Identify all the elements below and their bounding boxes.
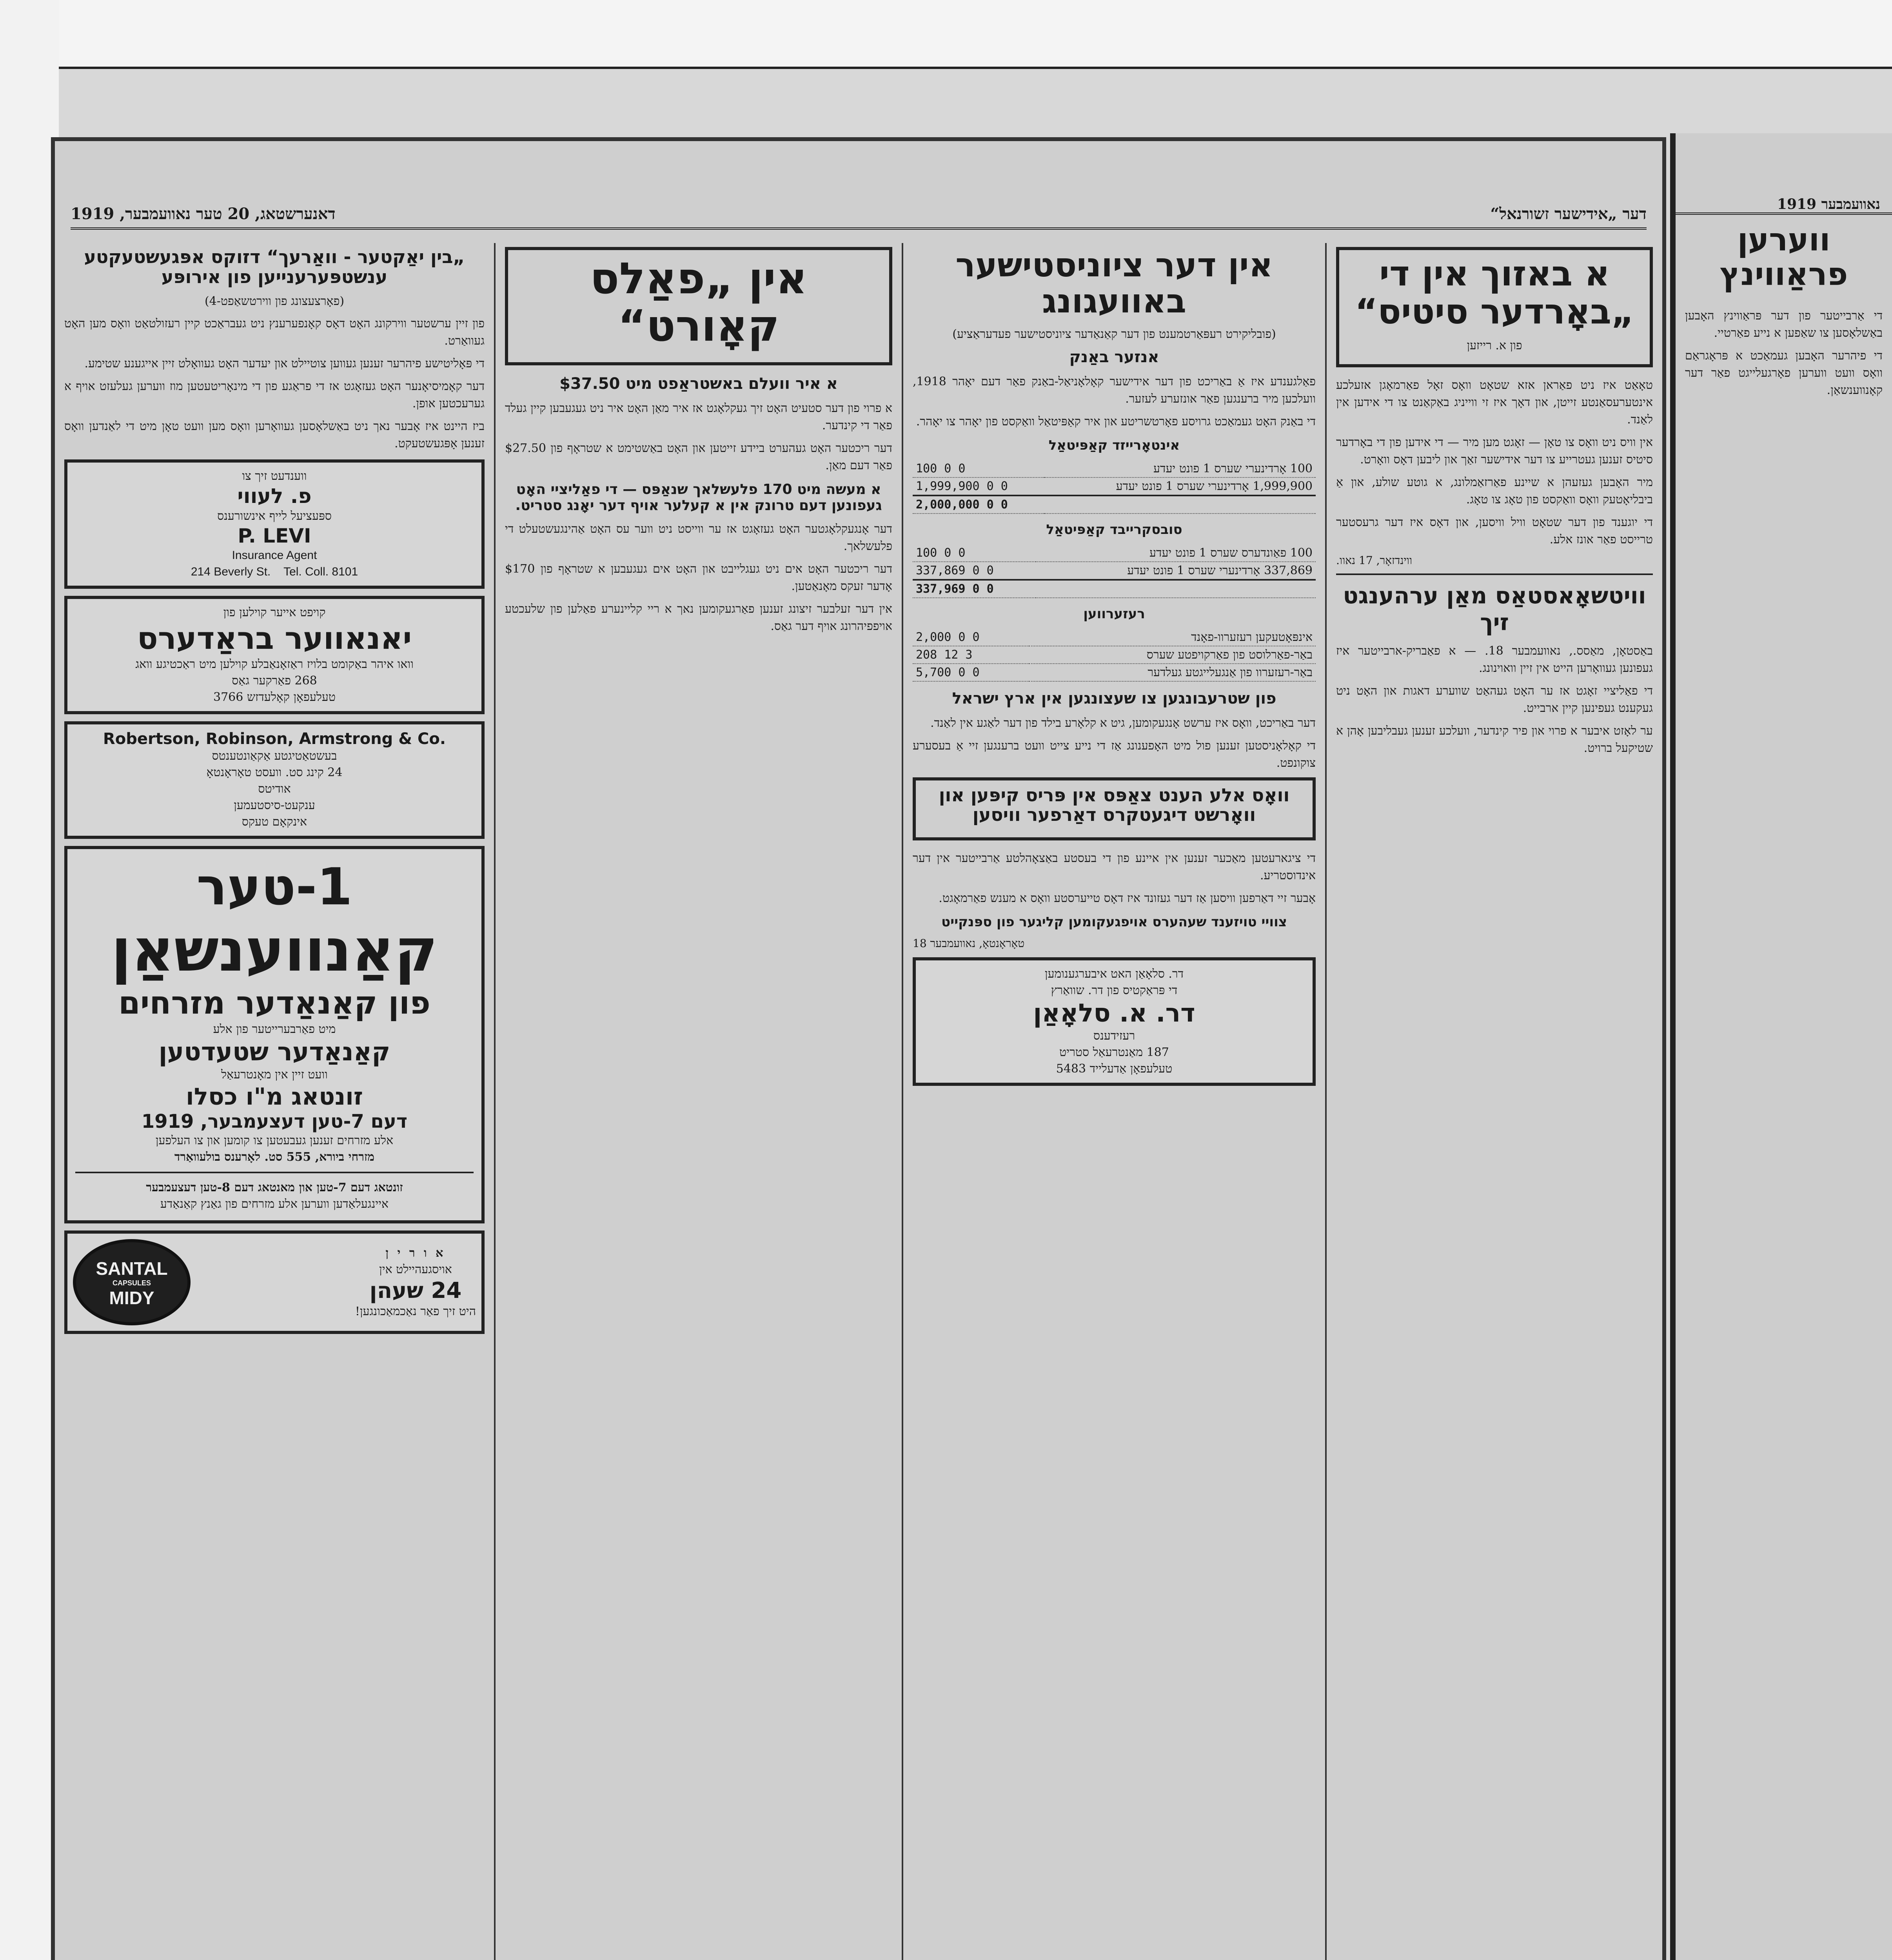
ad-line: רעזידענס (1093, 1029, 1135, 1043)
article-headline: אין דער ציוניסטישער באוועגונג (955, 246, 1273, 321)
row-value: 208 12 3 (913, 646, 1029, 664)
ad-phone: טעלעפאָן קאָלעדזש 3766 (213, 690, 336, 704)
ad-line: 24 קינג סט. וועסט טאָראָנטאָ (206, 766, 343, 780)
article-byline: (פובליקירט רעפּאַרטמענט פון דער קאַנאַדער ציוניסטישער פעדעראַציע) (952, 327, 1276, 341)
table-row (913, 646, 1316, 664)
firm-name: Robertson, Robinson, Armstrong & Co. (103, 730, 446, 748)
table-title: אינטאָרייזד קאַפּיטאַל (1048, 437, 1180, 453)
ad-line: היט זיך פאַר נאַכמאַכונגען! (355, 1304, 476, 1318)
santal-ad (64, 1230, 485, 1334)
ad-line: אלע מזרחים זענען געבעטען צו קומען און צו העלפען (155, 1134, 394, 1148)
row-label: 100 אָרדינערי שערס 1 פונט יעדע (1044, 460, 1316, 477)
table-row (913, 544, 1316, 562)
adjacent-page (1670, 133, 1892, 1960)
article-byline: פון א. רייזען (1467, 338, 1522, 352)
row-value: 1,999,900 0 0 (913, 477, 1044, 495)
paper-name: דער „אידישער זשורנאל“ (1490, 204, 1647, 223)
paragraph: מיר האָבען געזעהן א שיינע פאַרזאַמלונג, א גוטע שולע, און אַ ביבליאָטעק וואָס וואַקסט פון טאָג צו טאָג. (1336, 475, 1653, 506)
ad-line: בעשטאַטיגטע אַקאַונטענטס (212, 749, 337, 763)
ad-phone: טעלעפאָן אַדעלייד 5483 (1056, 1062, 1173, 1076)
coal-company-name: יאנאווער בראַדערס (137, 621, 412, 657)
paragraph: דער אָנגעקלאָגטער האָט געזאָגט אז ער ווייסט ניט ווער עס האָט אַהינגעשטעלט די פלעשלאך. (505, 522, 892, 553)
ad-address: מזרחי ביורא, 555 סט. לאָרענס בולעוואַרד (174, 1150, 375, 1164)
paragraph: די באַנק האָט געמאַכט גרויסע פאָרטשריטע און איר קאַפּיטאַל וואַקסט פון יאָהר צו יאָהר. (916, 414, 1316, 428)
dateline: ווינדזאָר, 17 נאוו. (1336, 554, 1413, 567)
ad-line: די פּראַקטיס פון דר. שוואַרץ (1051, 983, 1178, 997)
agent-contact (73, 564, 476, 580)
ad-line: א ו ר י ן (385, 1246, 446, 1260)
feature-box (913, 777, 1316, 840)
capital-table (913, 460, 1316, 514)
convention-number: 1-טער (196, 857, 352, 917)
paragraph: אין וויס ניט וואָס צו טאָן — זאָגט מען מיר — די אידען פון די באָרדער סיטיס זענען געטרייע צו דער אידישער זאַך און ליבען דאָס וואָרט. (1336, 435, 1653, 466)
ad-line: קאַנאַדער שטעדטען (158, 1038, 390, 1067)
table-row (913, 562, 1316, 580)
ad-line: קויפט אייער קוילען פון (223, 606, 326, 620)
section-heading: א מעשה מיט 170 פלעשלאך שנאַפּס — די פאַליציי האָט געפונען דעם טרונק אין א קעלער אויף דער יאָנג סטריט. (515, 481, 882, 514)
page-header (71, 200, 1647, 230)
convention-date: דעם 7-טען דעצעמבער, 1919 (141, 1111, 408, 1133)
table-title: סובסקרייבד קאַפּיטאַל (1046, 521, 1182, 537)
ad-line: איינגעלאַדען ווערען אלע מזרחים פון גאַנץ קאַנאַדע (160, 1197, 389, 1211)
paragraph: ער לאָזט איבער א פרוי און פיר קינדער, וועלכע זענען געבליבען אָהן א שטיקעל ברויט. (1336, 724, 1653, 755)
ad-line: ספּעציעל לייף אינשורענס (217, 509, 332, 523)
table-row (913, 460, 1316, 477)
agent-name: פ. לעווי (237, 485, 312, 508)
ad-line: אינקאָם טעקס (241, 815, 307, 829)
paragraph: א פרוי פון דער סטעיט האָט זיך געקלאָגט אז איר מאַן האָט איר ניט געגעבען קיין געלד פאַר די קינדער. (505, 401, 892, 432)
row-value: 2,000 0 0 (913, 629, 1029, 646)
paragraph: אין דער זעלבער זיצונג זענען פאַרגעקומען נאך א ריי קליינערע פאַלען פון שלעכטע אויפפיהרונג אויף דער גאַס. (505, 602, 892, 633)
ad-line: 24 שעהן (369, 1278, 462, 1303)
paragraph: די פאַליציי זאָגט אז ער האָט געהאַט שווערע דאגות און האָט ניט געקענט געפינען קיין ארבייט. (1336, 684, 1653, 715)
row-label: 1,999,900 אָרדינערי שערס 1 פונט יעדע (1044, 477, 1316, 495)
ad-line: 268 פאַרקער גאַס (232, 674, 317, 688)
headline-box (505, 247, 892, 365)
column-europe (55, 243, 494, 1960)
section-heading: פון שטרעבונגען צו שעצונגען אין ארץ ישראל (952, 689, 1276, 708)
row-total: 2,000,000 0 0 (913, 495, 1044, 514)
divider (75, 1172, 474, 1173)
doctor-ad (913, 957, 1316, 1086)
table-title: רעזערווען (1083, 606, 1145, 622)
ad-line: אויסגעהיילט אין (379, 1262, 452, 1276)
column-rasen (1325, 243, 1662, 1960)
convention-title: קאַנווענשאַן (111, 916, 438, 985)
brand-name: SANTAL (96, 1258, 168, 1279)
paragraph: פון זיין ערשטער ווירקונג האָט דאָס קאָנפערענץ ניט געבראַכט קיין רעזולטאַט וואָס מען האָט געוואַרט. (64, 317, 485, 348)
ad-line: דר. סלאָאַן האט איבערגענומען (1044, 967, 1184, 981)
agent-address: 214 Beverly St. (191, 565, 271, 579)
row-value: 100 0 0 (913, 544, 1036, 562)
paragraph: די אַרבייטער פון דער פּראַווינץ האָבען באַשלאָסען צו שאַפען א נייע פאַרטיי. (1685, 309, 1883, 340)
reserves-table (913, 629, 1316, 682)
divider (1336, 573, 1653, 575)
row-label: 100 פאַונדערס שערס 1 פונט יעדע (1036, 544, 1316, 562)
section-heading: אנזער באַנק (1069, 348, 1159, 366)
convention-ad (64, 846, 485, 1223)
table-total-row (913, 580, 1316, 598)
newspaper-page (51, 137, 1666, 1960)
ad-line: וואו איהר באַקומט בלויז ראַזאָנאַבלע קוילען מיט ראַכטיגע וואג (135, 657, 414, 671)
ad-line: ווענדעט זיך צו (242, 469, 307, 483)
article-subhead: א איר וועלם באשטראַפט מיט $37.50 (559, 375, 838, 393)
paragraph: די קאָלאָניסטען זענען פול מיט האָפענונג אַז די נייע צייט וועט ברענגען זיי אַ בעסערע צוקונפט. (913, 739, 1316, 770)
headline-box (1336, 247, 1653, 367)
paragraph: די פיהרער האָבען געמאַכט א פּראָגראַם וואָס וועט ווערען פאָרגעלייגט פאַר דער קאָנווענשאַן. (1685, 349, 1883, 397)
table-row (913, 477, 1316, 495)
agent-name-en: P. LEVI (238, 524, 311, 548)
row-value: 100 0 0 (913, 460, 1044, 477)
paragraph: פאַלגענדע איז אַ באַריכט פון דער אידישער קאָלאָניאַל-באַנק פאַר דעם יאָהר 1918, וועלכען מיר ברענגען פאַר אונזערע לעזער. (913, 374, 1316, 406)
row-total: 337,969 0 0 (913, 580, 1036, 598)
article-headline: „בין יאַקטער - וואַרעך“ דזוקס אפּגעשטעקטע ענשטפּערענייען פון אירופּע (84, 246, 465, 287)
feature-headline: וואָס אלע הענט צאַפּס אין פּריס קיפּען און וואָרשט דיגעטקרס דאַרפער וויסען (939, 784, 1290, 826)
ad-line: 187 מאַנטרעאַל סטריט (1059, 1045, 1169, 1059)
brand-name-2: MIDY (109, 1288, 154, 1308)
convention-date-hebrew: זונטאג מ"ו כסלו (186, 1083, 363, 1111)
row-label: אינפּאָטעקען רעזערוו-פאָנד (1029, 629, 1316, 646)
ad-line: אודיטס (258, 782, 291, 796)
sub-headline: וויטשאָאסטאַס מאַן ערהענגט זיך (1343, 582, 1646, 635)
ad-line: זונטאג דעם 7-טען און מאנטאג דעם 8-טען דעצעמבער (146, 1181, 403, 1195)
paragraph: טאָאַט איז ניט פאַראן אזא שטאָט וואָס זאָל פאַרמאָגן אזעלכע אינטערעסאַנטע זייטן, און דאָך איז זי ווייניג באַקאַנט צו די אידען אין לאַנד. (1336, 378, 1653, 426)
ad-line: מיט פאַרבערייטער פון אלע (213, 1022, 336, 1036)
convention-subtitle: פון קאַנאַדער מזרחים (118, 985, 430, 1022)
paragraph: די פּאָליטישע פיהרער זענען געווען צוטיילט און יעדער האָט געוואָלט זיין אייגענע שטימע. (84, 357, 485, 371)
agent-title-en: Insurance Agent (232, 549, 317, 562)
paragraph: באַסטאָן, מאַסס., נאוועמבער 18. — א פאַבריק-ארבייטער איז געפונען געוואָרען הייט אין זיין וואוינונג. (1336, 644, 1653, 675)
doctor-name: דר. א. סלאָאַן (1033, 998, 1195, 1028)
table-total-row (913, 495, 1316, 514)
santal-text (355, 1245, 476, 1320)
paragraph: דער קאָמיסיאָנער האָט געזאָגט אז די פראַגע פון די מינאָריטעטען מוז ווערען געלעזט אויף א גערעכטען אופן. (64, 379, 485, 411)
column-zionist (902, 243, 1325, 1960)
film-edge (0, 0, 59, 1960)
dateline: טאָראָנטאָ, נאוועמבער 18 (913, 936, 1025, 950)
table-row (913, 664, 1316, 681)
brand-caps: CAPSULES (112, 1279, 151, 1287)
paragraph: די ציגארעטען מאַכער זענען אין איינע פון די בעסטע באַצאָהלטע אַרבייטער אין דער אינדוסטריע. (913, 851, 1316, 882)
ad-line: ענקעט-סיסטעמען (234, 799, 315, 813)
paragraph: אָבער זיי דאַרפען וויסען אַז דער געזונד איז דאָס טייערסטע וואָס א מענש פאַרמאָגט. (939, 891, 1316, 905)
paragraph: דער ריכטער האָט געהערט ביידע זייטען און האָט באַשטימט א שטראָף פון $27.50 פאַר דעם מאַן. (505, 441, 892, 472)
issue-date: דאנערשטאג, 20 טער נאוועמבער, 1919 (71, 204, 336, 223)
column-police-court (494, 243, 902, 1960)
subscribed-table (913, 544, 1316, 598)
article-headline: אין „פאַלס קאָורט“ (590, 253, 808, 351)
paragraph: ביז היינט איז אָבער נאך ניט באַשלאָסען געוואָרען וואָס מען וועט טאָן מיט די לאַנדען וואָס זענען אָפּגעשטעקט. (64, 419, 485, 451)
paragraph: די יוגענד פון דער שטאָט וויל וויסען, און דאָס איז דער גרעסטער טרייסט פאַר אונז אלע. (1336, 515, 1653, 546)
scanner-bar (0, 0, 1892, 69)
adjacent-header: נאוועמבער 1919 (1676, 133, 1892, 215)
row-value: 337,869 0 0 (913, 562, 1036, 580)
levi-insurance-ad (64, 459, 485, 589)
accountants-ad (64, 721, 485, 839)
article-headline: א באזוך אין די „באָרדער סיטיס“ (1355, 253, 1634, 332)
paragraph: דער ריכטער האָט אים ניט געגלייבט און האָט אים געגעבען א שטראָף פון $170 אָדער זעקס מאָנאַטען. (505, 562, 892, 593)
small-headline: צוויי טויזענד שעהערס אויפגעקומען קליגער פון ספּנקייט (941, 914, 1287, 930)
ad-line: וועט זיין אין מאָנטרעאַל (221, 1068, 328, 1082)
adjacent-headline: ווערען פראַווינץ (1720, 221, 1848, 292)
table-row (913, 629, 1316, 646)
row-label: באַר-פאַרלוסט פון פאַרקויפטע שערס (1029, 646, 1316, 664)
row-label: באַר-רעזערוו פון אַנגעלייגטע געלדער (1029, 664, 1316, 681)
row-label: 337,869 אָרדינערי שערס 1 פונט יעדע (1036, 562, 1316, 580)
agent-phone: Tel. Coll. 8101 (283, 565, 358, 579)
santal-capsule-logo (73, 1239, 191, 1325)
article-byline: (פאָרצעצונג פון ווירטשאַפט-4) (204, 294, 345, 309)
row-value: 5,700 0 0 (913, 664, 1029, 681)
paragraph: דער באַריכט, וואָס איז ערשט אָנגעקומען, גיט א קלאָרע בילד פון דער לאַגע אין לאַנד. (930, 716, 1316, 730)
coal-ad (64, 596, 485, 714)
